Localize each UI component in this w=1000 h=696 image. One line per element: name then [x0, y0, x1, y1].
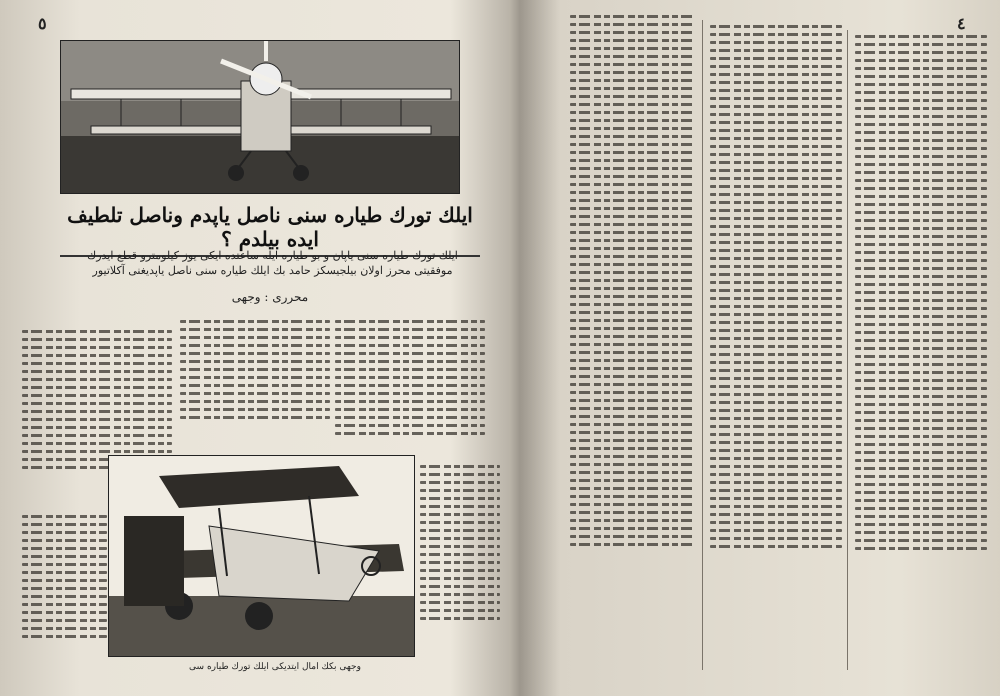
article-title: ایلك تورك طیاره سنی ناصل یاپدم وناصل تلطیف ایده بیلدم ؟ — [60, 203, 480, 257]
text-column — [710, 20, 842, 680]
subtitle-line: موفقیتی محرز اولان بیلجیسکز حامد بك ایلك طیاره سنی ناصل یاپدیغنی آکلاتیور — [92, 264, 453, 277]
text-column — [570, 10, 695, 680]
photo-caption: وجهی بکك امال ایتدیکی ایلك تورك طیاره سی — [189, 662, 361, 672]
text-column — [855, 30, 987, 680]
text-column — [420, 460, 500, 660]
page-number: ٥ — [38, 14, 47, 33]
page-number: ٤ — [957, 14, 966, 33]
column-rule — [702, 20, 703, 670]
article-author: محرری : وجهی — [231, 290, 309, 304]
biplane-photo-bottom — [108, 455, 415, 657]
text-column — [180, 315, 330, 445]
right-page — [525, 0, 1000, 696]
text-column — [335, 315, 485, 455]
column-rule — [847, 30, 848, 670]
subtitle-line: ایلك تورك طیاره سنی یاپان و بو طیاره ایله ساعتده ایکی یوز کیلومترو قطع ایدرك — [87, 249, 458, 262]
article-subtitle — [75, 248, 470, 278]
text-column — [22, 510, 107, 665]
biplane-photo-top — [60, 40, 460, 194]
